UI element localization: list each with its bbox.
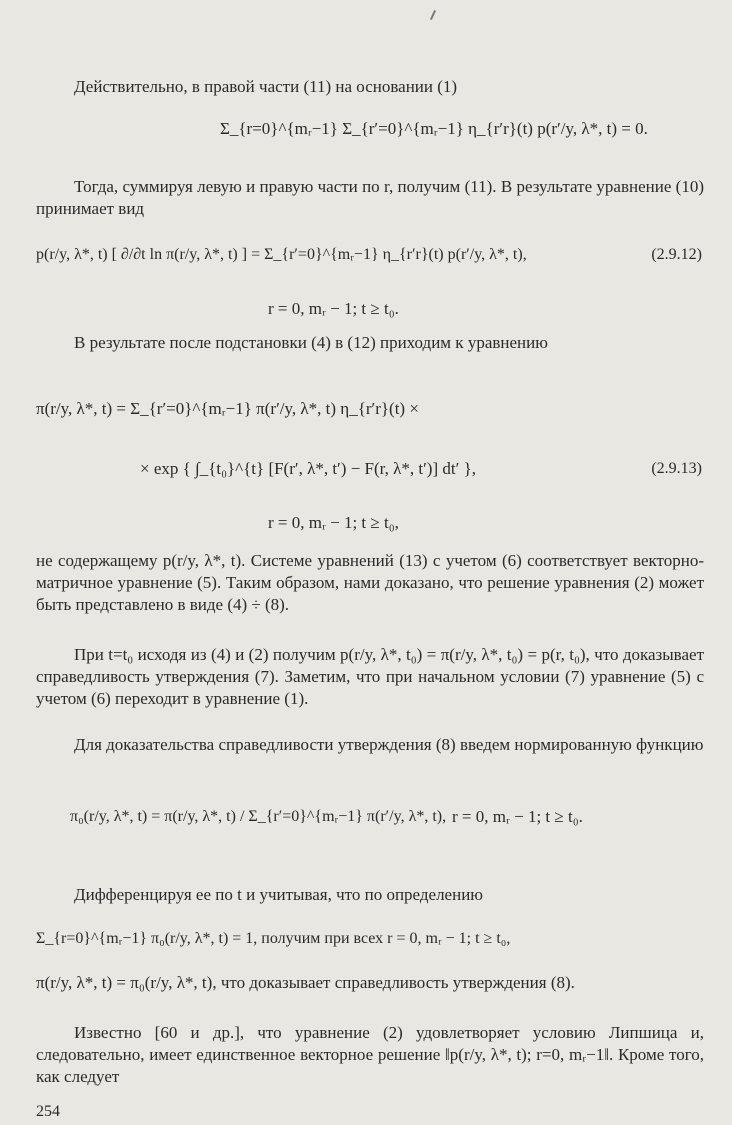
paragraph-6: Для доказательства справедливости утверждения (8) введем нормированную функцию xyxy=(74,735,704,754)
equation-3-line-1: π(r/y, λ*, t) = Σ_{r′=0}^{mᵣ−1} π(r′/y, λ*, t) η_{r′r}(t) × xyxy=(36,399,419,418)
paragraph-8: π(r/y, λ*, t) = π₀(r/y, λ*, t), что доказывает справедливость утверждения (8). xyxy=(36,973,575,992)
equation-2: p(r/y, λ*, t) [ ∂/∂t ln π(r/y, λ*, t) ] = Σ_{r′=0}^{mᵣ−1} η_{r′r}(t) p(r′/y, λ*, t), xyxy=(36,246,527,263)
paragraph-7: Дифференцируя ее по t и учитывая, что по определению xyxy=(74,885,483,904)
paragraph-5: При t=t₀ исходя из (4) и (2) получим p(r/y, λ*, t₀) = π(r/y, λ*, t₀) = p(r, t₀), что доказывает справедливость утверждения (7). Заметим, что при начальном условии (7) уравнение (5) с учетом (6) переходит в уравнение (1). xyxy=(36,645,704,708)
equation-2-condition: r = 0, mᵣ − 1; t ≥ t₀. xyxy=(268,299,399,318)
equation-3-number: (2.9.13) xyxy=(651,460,702,477)
paragraph-3: В результате после подстановки (4) в (12) приходим к уравнению xyxy=(74,333,548,352)
page-mark xyxy=(430,10,436,20)
equation-1: Σ_{r=0}^{mᵣ−1} Σ_{r′=0}^{mᵣ−1} η_{r′r}(t) p(r′/y, λ*, t) = 0. xyxy=(220,119,648,138)
equation-2-number: (2.9.12) xyxy=(651,246,702,263)
paragraph-1: Действительно, в правой части (11) на основании (1) xyxy=(74,77,458,96)
paragraph-2: Тогда, суммируя левую и правую части по r, получим (11). В результате уравнение (10) принимает вид xyxy=(36,177,704,218)
equation-4: π₀(r/y, λ*, t) = π(r/y, λ*, t) / Σ_{r′=0}^{mᵣ−1} π(r′/y, λ*, t), xyxy=(70,808,447,825)
equation-3-line-2: × exp { ∫_{t₀}^{t} [F(r′, λ*, t′) − F(r, λ*, t′)] dt′ }, xyxy=(140,459,476,478)
paragraph-4: не содержащему p(r/y, λ*, t). Системе уравнений (13) с учетом (6) соответствует векторно-матричное уравнение (5). Таким образом, нами доказано, что решение уравнения (2) может быть представлено в виде (4) ÷ (8). xyxy=(36,551,704,614)
paragraph-9: Известно [60 и др.], что уравнение (2) удовлетворяет условию Липшица и, следовательно, имеет единственное векторное решение ‖p(r/y, λ*, t); r=0, mᵣ−1‖. Кроме того, как следует xyxy=(36,1023,704,1086)
equation-5: Σ_{r=0}^{mᵣ−1} π₀(r/y, λ*, t) = 1, получим при всех r = 0, mᵣ − 1; t ≥ t₀, xyxy=(36,930,511,947)
equation-4-condition: r = 0, mᵣ − 1; t ≥ t₀. xyxy=(452,807,583,826)
equation-3-condition: r = 0, mᵣ − 1; t ≥ t₀, xyxy=(268,513,399,532)
page-number: 254 xyxy=(36,1103,60,1120)
